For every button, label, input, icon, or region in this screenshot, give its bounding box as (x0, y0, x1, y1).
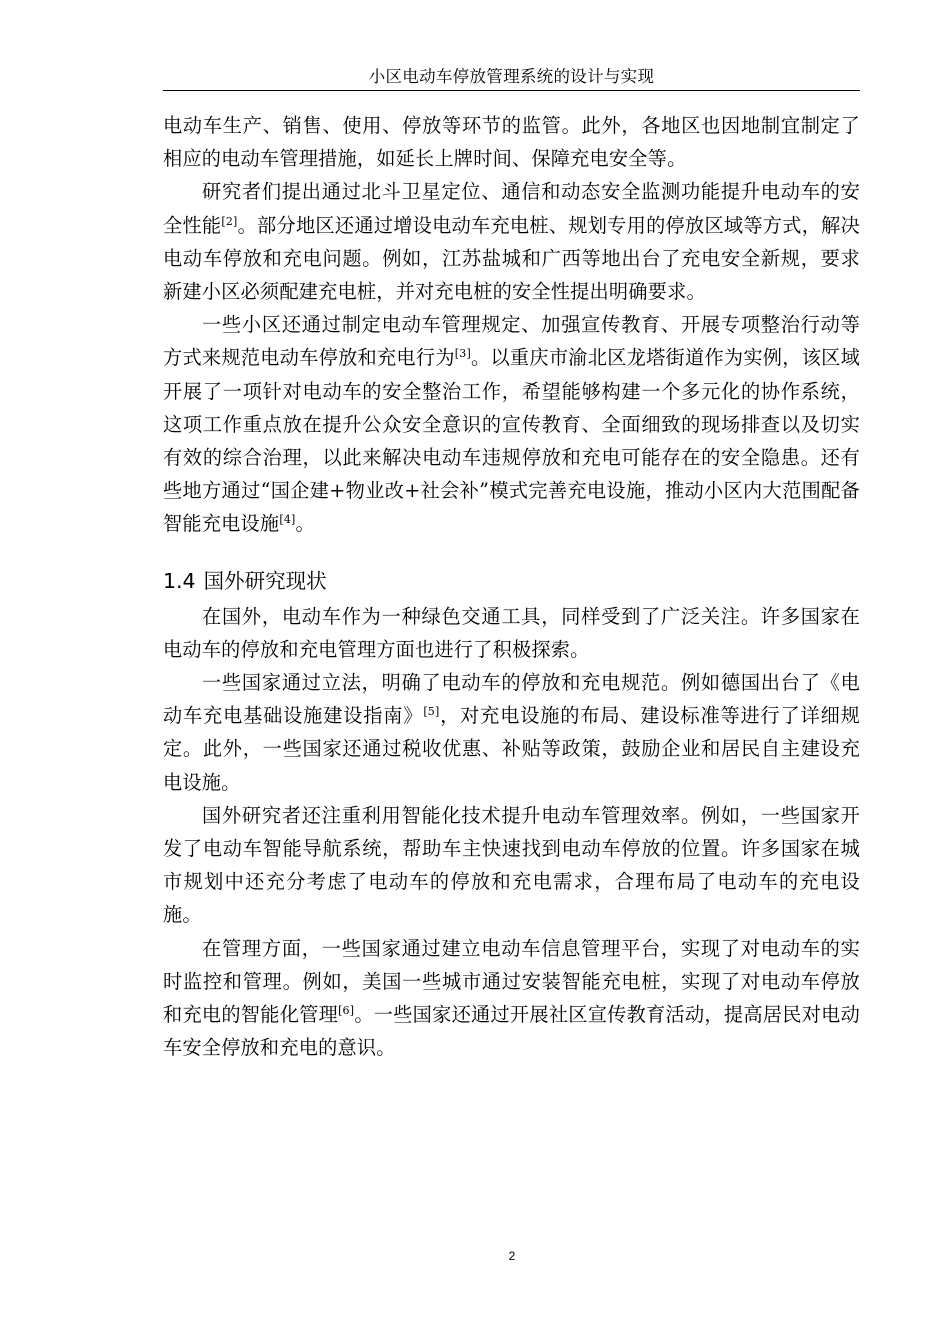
paragraph (163, 932, 860, 1065)
citation-ref: [3] (454, 347, 471, 361)
paragraph-text: 在管理方面，一些国家通过建立电动车信息管理平台，实现了对电动车的实时监控和管理。例如，美国一些城市通过安装智能充电桩，实现了对电动车停放和充电的智能化管理 (163, 936, 860, 1027)
section-number: 1.4 (163, 568, 196, 593)
running-header-title: 小区电动车停放管理系统的设计与实现 (368, 67, 655, 86)
citation-ref: [5] (423, 705, 440, 719)
paragraph-text: 。 (295, 512, 315, 536)
paragraph (163, 175, 860, 308)
paragraph-text: 。一些国家还通过开展社区宣传教育活动，提高居民对电动车安全停放和充电的意识。 (163, 1003, 860, 1060)
body-text (163, 109, 860, 1064)
paragraph-text: 研究者们提出通过北斗卫星定位、通信和动态安全监测功能提升电动车的安全性能 (163, 180, 860, 237)
paragraph-text: 一些小区还通过制定电动车管理规定、加强宣传教育、开展专项整治行动等方式来规范电动车停放和充电行为 (163, 313, 860, 370)
paragraph-text: 在国外，电动车作为一种绿色交通工具，同样受到了广泛关注。许多国家在电动车的停放和充电管理方面也进行了积极探索。 (163, 604, 860, 661)
section-heading (163, 562, 860, 600)
paragraph (163, 600, 860, 666)
page-number: 2 (508, 1249, 516, 1263)
citation-ref: [2] (221, 214, 238, 228)
paragraph-text: 国外研究者还注重利用智能化技术提升电动车管理效率。例如，一些国家开发了电动车智能导航系统，帮助车主快速找到电动车停放的位置。许多国家在城市规划中还充分考虑了电动车的停放和充电需求，合理布局了电动车的充电设施。 (163, 803, 860, 927)
paragraph (163, 109, 860, 175)
paragraph (163, 308, 860, 540)
paragraph (163, 666, 860, 799)
section-title: 国外研究现状 (203, 568, 327, 593)
citation-ref: [6] (338, 1004, 355, 1018)
citation-ref: [4] (279, 513, 296, 527)
paragraph-text: 一些国家通过立法，明确了电动车的停放和充电规范。例如德国出台了《电动车充电基础设施建设指南》 (163, 671, 860, 728)
paragraph (163, 799, 860, 932)
header-rule (163, 90, 860, 91)
paragraph-text: 电动车生产、销售、使用、停放等环节的监管。此外，各地区也因地制宜制定了相应的电动车管理措施，如延长上牌时间、保障充电安全等。 (163, 114, 860, 171)
paragraph-text: ，对充电设施的布局、建设标准等进行了详细规定。此外，一些国家还通过税收优惠、补贴等政策，鼓励企业和居民自主建设充电设施。 (163, 704, 860, 794)
paragraph-text: 。部分地区还通过增设电动车充电桩、规划专用的停放区域等方式，解决电动车停放和充电问题。例如，江苏盐城和广西等地出台了充电安全新规，要求新建小区必须配建充电桩，并对充电桩的安全性提出明确要求。 (163, 213, 860, 304)
paragraph-text: 。以重庆市渝北区龙塔街道作为实例，该区域开展了一项针对电动车的安全整治工作，希望能够构建一个多元化的协作系统，这项工作重点放在提升公众安全意识的宣传教育、全面细致的现场排查以及切实有效的综合治理，以此来解决电动车违规停放和充电可能存在的安全隐患。还有些地方通过“国企建+物业改+社会补”模式完善充电设施，推动小区内大范围配备智能充电设施 (163, 346, 861, 536)
